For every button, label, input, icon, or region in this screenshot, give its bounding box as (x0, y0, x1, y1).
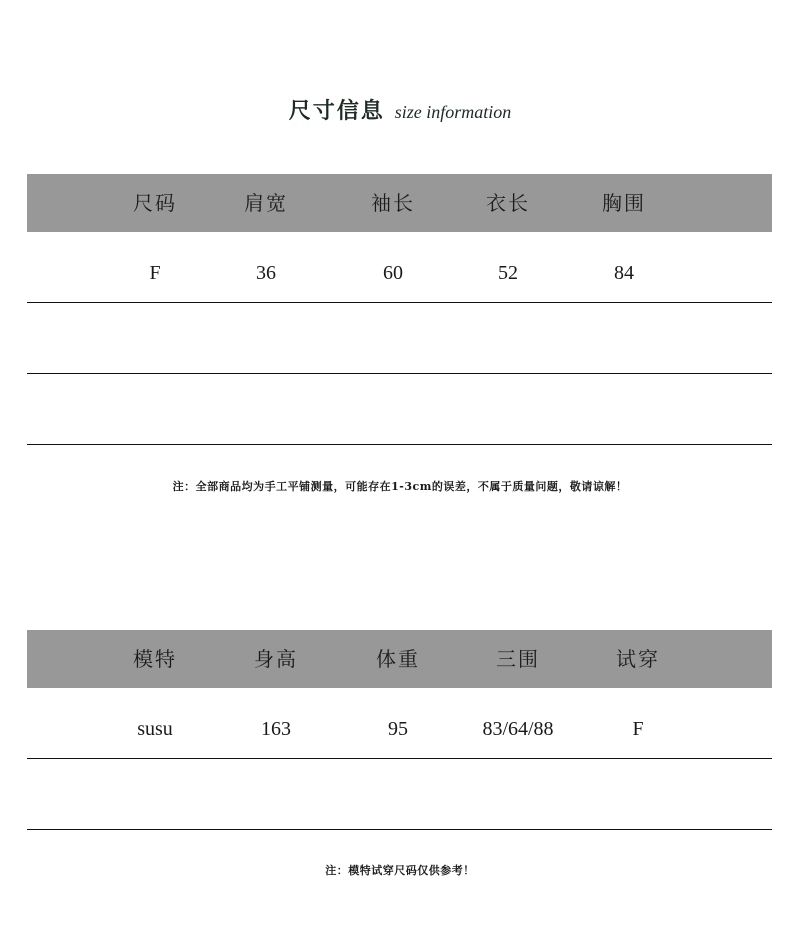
header-height: 身高 (254, 647, 298, 671)
table-row (27, 759, 772, 830)
cell-sleeve-length: 60 (383, 262, 403, 284)
table-row (27, 688, 772, 759)
cell-garment-length: 52 (498, 262, 518, 284)
header-size: 尺码 (133, 191, 177, 215)
title-chinese: 尺寸信息 (288, 98, 385, 124)
table-row (27, 374, 772, 445)
cell-model: susu (137, 718, 173, 740)
table-row (27, 303, 772, 374)
cell-bust: 84 (614, 262, 634, 284)
header-bust: 胸围 (602, 191, 646, 215)
model-table-header (27, 630, 772, 688)
table-row (27, 232, 772, 303)
model-note: 注：模特试穿尺码仅供参考！ (325, 864, 475, 877)
size-table-header (27, 174, 772, 232)
cell-height: 163 (261, 718, 291, 740)
header-fit-size: 试穿 (616, 647, 660, 671)
cell-weight: 95 (388, 718, 408, 740)
title-english: size information (394, 102, 512, 122)
cell-size: F (149, 262, 161, 284)
header-sleeve-length: 袖长 (371, 191, 415, 215)
header-measurements: 三围 (496, 647, 540, 671)
page-title (0, 94, 800, 125)
header-garment-length: 衣长 (486, 191, 530, 215)
header-shoulder-width: 肩宽 (244, 191, 288, 215)
cell-fit-size: F (632, 718, 644, 740)
size-table (27, 174, 772, 445)
size-note: 注：全部商品均为手工平铺测量，可能存在1-3cm的误差，不属于质量问题，敬请谅解！ (172, 480, 628, 493)
cell-shoulder-width: 36 (256, 262, 276, 284)
header-weight: 体重 (376, 647, 420, 671)
cell-measurements: 83/64/88 (482, 718, 554, 740)
header-model: 模特 (133, 647, 177, 671)
model-table (27, 630, 772, 830)
